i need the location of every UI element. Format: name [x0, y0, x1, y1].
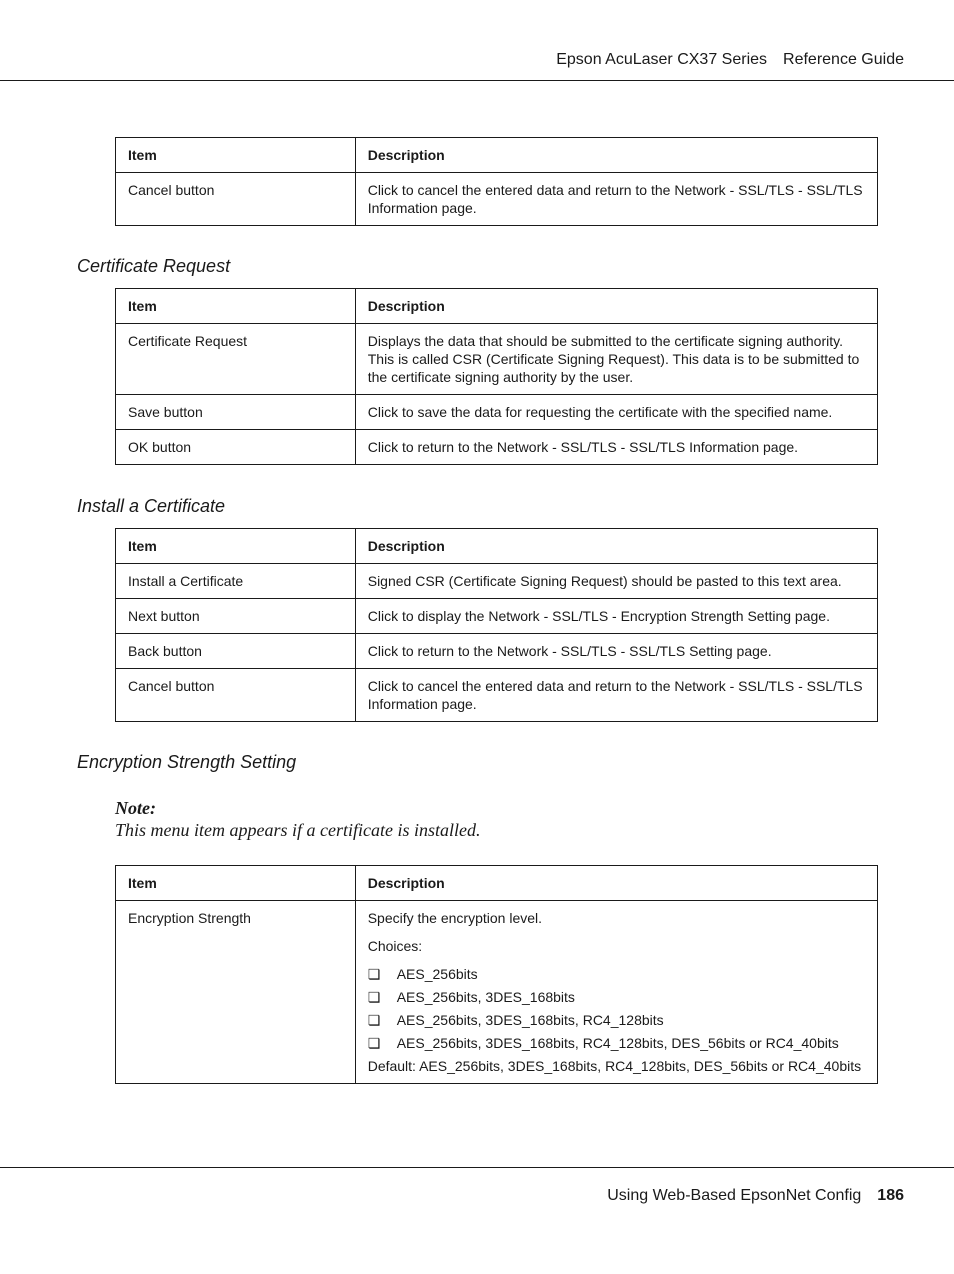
column-header-description: Description [355, 529, 877, 564]
running-footer [607, 1187, 904, 1205]
description-cell: Displays the data that should be submitted to the certificate signing authority. This is called CSR (Certificate Signing Request). This data is to be submitted to the certificate signing authority by the user. [355, 324, 877, 395]
table-header-row [116, 138, 878, 173]
choice-text: AES_256bits, 3DES_168bits, RC4_128bits, DES_56bits or RC4_40bits [396, 1035, 839, 1051]
item-cell: Install a Certificate [116, 564, 356, 599]
description-cell: Click to save the data for requesting the certificate with the specified name. [355, 395, 877, 430]
list-item [368, 965, 865, 983]
table-row [116, 173, 878, 226]
table-install-certificate [115, 528, 878, 722]
table-header-row [116, 289, 878, 324]
note-text: This menu item appears if a certificate is installed. [115, 820, 481, 840]
list-item [368, 1034, 865, 1052]
item-cell: Cancel button [116, 173, 356, 226]
checkbox-bullet-icon: ❏ [367, 989, 381, 1005]
description-cell: Click to return to the Network - SSL/TLS - SSL/TLS Setting page. [355, 634, 877, 669]
description-cell [355, 901, 877, 1084]
table-row [116, 669, 878, 722]
column-header-item: Item [116, 138, 356, 173]
table-row [116, 324, 878, 395]
intro-text: Specify the encryption level. [367, 910, 543, 926]
header-product: Epson AcuLaser CX37 Series [556, 51, 768, 68]
item-cell: Encryption Strength [116, 901, 356, 1084]
table-header-row [116, 866, 878, 901]
column-header-item: Item [116, 866, 356, 901]
table-cancel-continuation [115, 137, 878, 226]
footer-chapter: Using Web-Based EpsonNet Config [607, 1187, 862, 1204]
column-header-item: Item [116, 289, 356, 324]
list-item [368, 1011, 865, 1029]
running-header [556, 51, 904, 69]
column-header-description: Description [355, 866, 877, 901]
description-cell: Signed CSR (Certificate Signing Request) should be pasted to this text area. [355, 564, 877, 599]
checkbox-bullet-icon: ❏ [367, 966, 381, 982]
item-cell: Cancel button [116, 669, 356, 722]
section-title-encryption-strength: Encryption Strength Setting [77, 752, 297, 772]
column-header-description: Description [355, 138, 877, 173]
column-header-item: Item [116, 529, 356, 564]
column-header-description: Description [355, 289, 877, 324]
list-item [368, 988, 865, 1006]
table-row [116, 901, 878, 1084]
table-row [116, 634, 878, 669]
choice-text: AES_256bits, 3DES_168bits [396, 989, 575, 1005]
table-certificate-request [115, 288, 878, 465]
table-row [116, 430, 878, 465]
table-encryption-strength [115, 865, 878, 1084]
description-cell: Click to cancel the entered data and return to the Network - SSL/TLS - SSL/TLS Information page. [355, 669, 877, 722]
choice-text: AES_256bits [396, 966, 478, 982]
item-cell: Next button [116, 599, 356, 634]
table-header-row [116, 529, 878, 564]
item-cell: Save button [116, 395, 356, 430]
section-title-install-certificate: Install a Certificate [77, 496, 226, 516]
default-text: Default: AES_256bits, 3DES_168bits, RC4_128bits, DES_56bits or RC4_40bits [367, 1058, 862, 1074]
header-guide: Reference Guide [783, 51, 904, 68]
checkbox-bullet-icon: ❏ [367, 1012, 381, 1028]
description-cell: Click to cancel the entered data and return to the Network - SSL/TLS - SSL/TLS Information page. [355, 173, 877, 226]
description-cell: Click to return to the Network - SSL/TLS - SSL/TLS Information page. [355, 430, 877, 465]
choices-label: Choices: [367, 938, 423, 954]
item-cell: OK button [116, 430, 356, 465]
page-number: 186 [877, 1187, 904, 1204]
footer-divider [0, 1167, 954, 1168]
note-label: Note: [115, 798, 156, 818]
table-row [116, 564, 878, 599]
choice-text: AES_256bits, 3DES_168bits, RC4_128bits [396, 1012, 664, 1028]
table-row [116, 599, 878, 634]
header-divider [0, 80, 954, 81]
section-title-certificate-request: Certificate Request [77, 256, 231, 276]
item-cell: Certificate Request [116, 324, 356, 395]
item-cell: Back button [116, 634, 356, 669]
table-row [116, 395, 878, 430]
checkbox-bullet-icon: ❏ [367, 1035, 381, 1051]
description-cell: Click to display the Network - SSL/TLS - Encryption Strength Setting page. [355, 599, 877, 634]
